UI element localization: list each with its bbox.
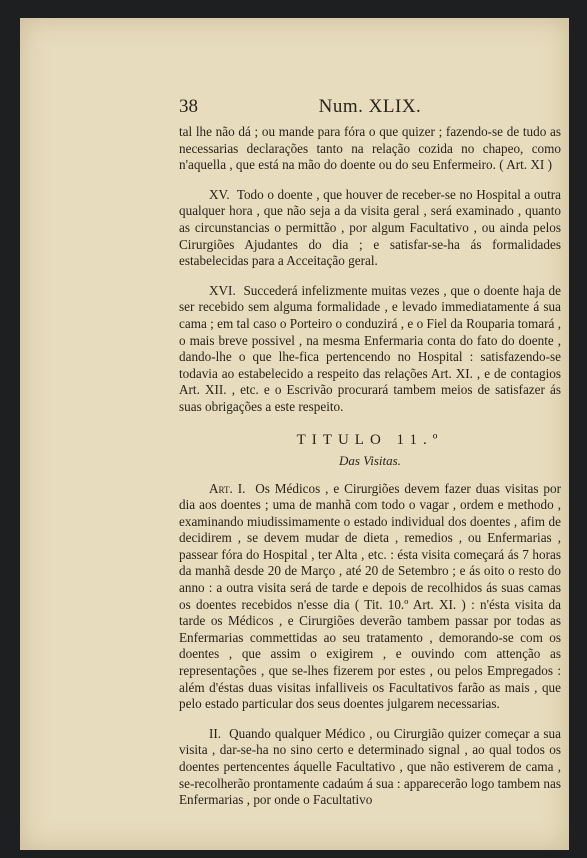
paragraph-art-i xyxy=(179,481,561,713)
paragraph-xv xyxy=(179,187,561,270)
paragraph-text: tal lhe não dá ; ou mande para fóra o que quizer ; fazendo-se de tudo as necessarias declarações tanto na relação cozida no chapeo, como n'aquella , que está na mão do doente ou do seu Enfermeiro. ( Art. XI ) xyxy=(179,124,561,173)
paragraph-number: XVI. xyxy=(209,282,236,298)
paragraph-text: Quando qualquer Médico , ou Cirurgião quizer começar a sua visita , dar-se-ha no sino certo e determinado signal , ao qual todos os doentes pertencentes áquelle Facultativo , que não estiverem de cama , se-recolherão prontamente cadaúm á sua : apparecerão logo tambem nas Enfermarias , por onde o Facultativo xyxy=(179,725,561,808)
paragraph-text: Todo o doente , que houver de receber-se no Hospital a outra qualquer hora , que não seja a da visita geral , será examinado , quanto as circunstancias o permittão , por algum Facultativo , ou ainda pelos Cirurgiões Ajudantes do dia ; e satisfar-se-ha ás formalidades estabelecidas para a Acceitação geral. xyxy=(179,186,562,269)
page-header xyxy=(179,96,561,124)
paragraph-number: XV. xyxy=(209,186,230,202)
paragraph-text: Os Médicos , e Cirurgiões devem fazer duas visitas por dia aos doentes ; uma de manhã com todo o vagar , ordem e methodo , examinando miudissimamente o estado individual dos doentes , afim de decidirem , se devem mudar de dieta , remedios , ou Enfermarias , passear fóra do Hospital , ter Alta , etc. : ésta visita começará ás 7 horas da manhã desde 20 de Março , até 20 de Setembro ; e ás oito o resto do anno : a outra visita será de tarde e depois de recolhidos ás suas camas os doentes recebidos n'esse dia ( Tit. 10.º Art. XI. ) : n'ésta visita da tarde os Médicos , e Cirurgiões deverão tambem passar por todas as Enfermarias commettidas ao seu tratamento , demorando-se com os doentes , que assim o exigirem , e ouvindo com attenção as representações , que se-lhes fizerem por estes , ou pelos Empregados : além d'éstas duas visitas infalliveis os Facultativos farão as mais , que pelo estado particular dos seus doentes julgarem necessarias. xyxy=(179,480,562,712)
section-title: TITULO 11.º xyxy=(296,431,444,448)
text-block xyxy=(179,96,561,809)
paragraph-text: Succederá infelizmente muitas vezes , que o doente haja de ser recebido sem alguma formalidade , e levado immediatamente á sua cama ; em tal caso o Porteiro o conduzirá , e o Fiel da Rouparia tomará , o mais breve possivel , na mesma Enfermaria conta do fato do doente , dando-lhe o que lhe-fica pertencendo no Hospital : satisfazendo-se todavia ao estabelecido a respeito das relações Art. XI. , e de contagios Art. XII. , etc. e o Escrivão procurará tambem meios de satisfazer ás suas obrigações a este respeito. xyxy=(179,282,562,414)
paragraph-continuation xyxy=(179,124,561,174)
running-title: Num. XLIX. xyxy=(318,96,422,117)
paragraph-number: II. xyxy=(209,725,222,741)
section-subtitle: Das Visitas. xyxy=(339,452,401,468)
document-page xyxy=(20,18,569,850)
paragraph-ii xyxy=(179,726,561,809)
paragraph-xvi xyxy=(179,283,561,416)
paragraph-number: Art. I. xyxy=(209,480,246,496)
page-number: 38 xyxy=(179,96,198,117)
